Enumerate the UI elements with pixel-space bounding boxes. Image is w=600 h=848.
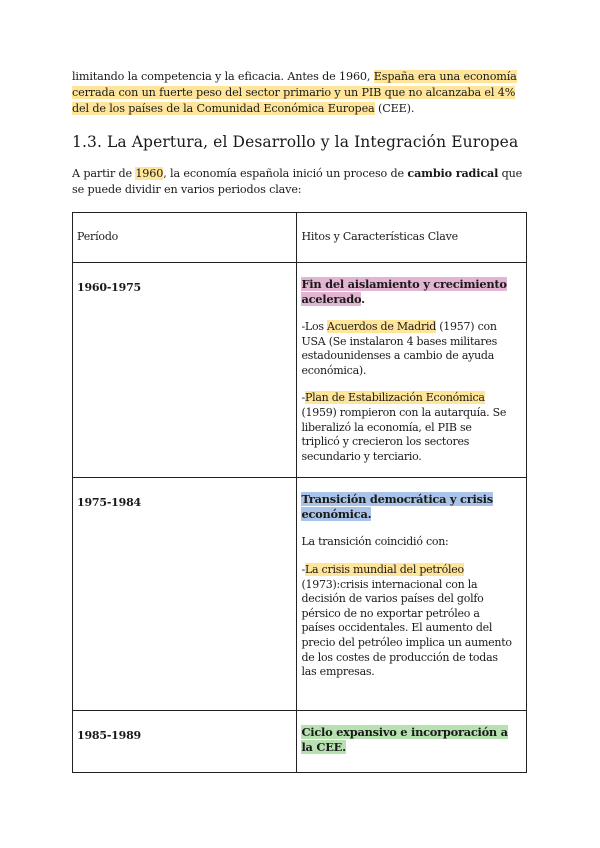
period-cell: 1975-1984 <box>73 478 297 711</box>
intro-paragraph <box>72 69 528 117</box>
table-row <box>73 711 527 773</box>
period-cell: 1960-1975 <box>73 263 297 478</box>
intro-tail: (CEE). <box>374 102 415 115</box>
table-row <box>73 478 527 711</box>
table-row <box>73 263 527 478</box>
row-title: Ciclo expansivo e incorporación a la CEE. <box>301 725 508 755</box>
details-cell <box>297 263 527 478</box>
document-page <box>72 69 528 773</box>
row-paragraph: -Los Acuerdos de Madrid (1957) con USA (Se instalaron 4 bases militares estadounidenses a cambio de ayuda económica). <box>301 320 498 377</box>
header-period: Período <box>73 213 297 263</box>
lead-text-end: que se puede dividir en varios periodos clave: <box>72 167 523 196</box>
row-paragraph: -La crisis mundial del petróleo (1973):crisis internacional con la decisión de varios países del golfo pérsico de no exportar petróleo a países occidentales. El aumento del precio del petróleo implica un aumento de los costes de producción de todas las empresas. <box>301 562 512 679</box>
intro-highlight: España era una economía cerrada con un fuerte peso del sector primario y un PIB que no alcanzaba el 4% del de los países de la Comunidad Económica Europea <box>72 70 517 115</box>
details-cell <box>297 711 527 773</box>
table-header-row <box>73 213 527 263</box>
period-cell: 1985-1989 <box>73 711 297 773</box>
lead-bold-text: cambio radical <box>407 166 499 180</box>
row-title: Transición democrática y crisis económica. <box>301 492 493 522</box>
lead-text: A partir de <box>72 167 136 180</box>
lead-text-mid: , la economía española inició un proceso de <box>163 167 408 180</box>
intro-text: limitando la competencia y la eficacia. Antes de 1960, <box>72 70 374 83</box>
lead-year-highlight: 1960 <box>135 167 164 180</box>
periods-table <box>72 212 527 773</box>
row-title: Fin del aislamiento y crecimiento acelerado. <box>301 277 507 306</box>
row-paragraph: La transición coincidió con: <box>301 535 449 549</box>
row-paragraph: -Plan de Estabilización Económica (1959) rompieron con la autarquía. Se liberalizó la economía, el PIB se triplicó y crecieron los sectores secundario y terciario. <box>301 391 507 463</box>
header-milestones: Hitos y Características Clave <box>297 213 527 263</box>
section-heading: 1.3. La Apertura, el Desarrollo y la Integración Europea <box>72 133 519 151</box>
lead-paragraph <box>72 165 528 198</box>
details-cell <box>297 478 527 711</box>
